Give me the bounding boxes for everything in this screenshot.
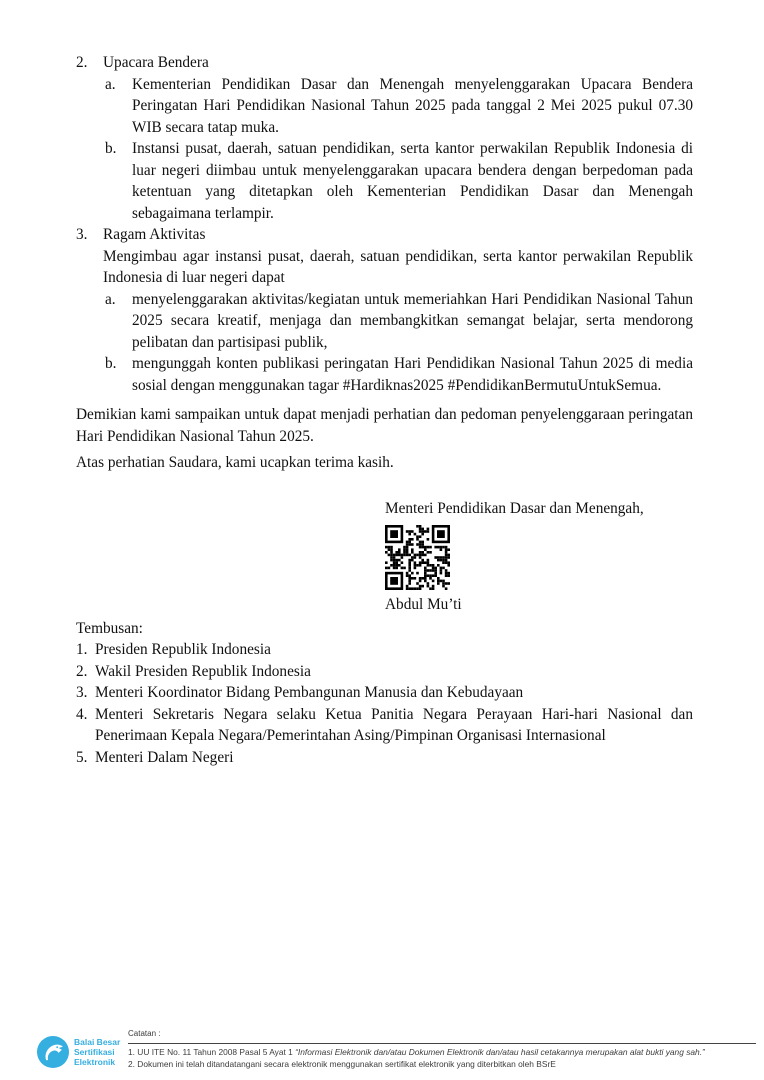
- footer-note-1: [128, 1046, 758, 1058]
- closing-paragraph: Demikian kami sampaikan untuk dapat menjadi perhatian dan pedoman penyelenggaraan peringatan Hari Pendidikan Nasional Tahun 2025.: [76, 406, 693, 445]
- signer-name: Abdul Mu’ti: [385, 596, 462, 613]
- list-number: 2.: [76, 54, 88, 71]
- logo-line: Sertifikasi: [74, 1047, 115, 1057]
- sub-item-3a: [105, 289, 693, 354]
- sub-item-letter: b.: [105, 355, 117, 372]
- tembusan-text: Wakil Presiden Republik Indonesia: [95, 662, 311, 680]
- bsre-logo-text: [74, 1037, 120, 1067]
- tembusan-number: 1.: [76, 641, 88, 658]
- signature-block: [385, 498, 693, 616]
- note-text: 1. UU ITE No. 11 Tahun 2008 Pasal 5 Ayat 1: [128, 1047, 296, 1057]
- tembusan-item: [76, 704, 693, 747]
- tembusan-number: 4.: [76, 705, 88, 723]
- sub-item-letter: b.: [105, 140, 117, 157]
- list-item-3: [76, 224, 693, 396]
- tembusan-item: [76, 747, 693, 769]
- sub-item-2a: [105, 74, 693, 139]
- sub-item-letter: a.: [105, 75, 116, 93]
- sub-item-text: menyelenggarakan aktivitas/kegiatan untuk memeriahkan Hari Pendidikan Nasional Tahun 2025 secara kreatif, menjaga dan membangkitkan semangat belajar, serta mendorong pelibatan dan partisipasi publik,: [132, 290, 693, 351]
- catatan-label: Catatan :: [128, 1029, 161, 1038]
- tembusan-text: Menteri Koordinator Bidang Pembangunan Manusia dan Kebudayaan: [95, 684, 524, 701]
- list-item-2: [76, 52, 693, 224]
- note-quote: “Informasi Elektronik dan/atau Dokumen Elektronik dan/atau hasil cetakannya merupakan alat bukti yang sah.”: [295, 1047, 705, 1057]
- list-item-title: Upacara Bendera: [103, 54, 209, 71]
- qr-code-icon: [385, 525, 450, 590]
- tembusan-text: Menteri Dalam Negeri: [95, 748, 234, 766]
- sub-item-3b: [105, 353, 693, 396]
- logo-line: Balai Besar: [74, 1037, 121, 1047]
- sub-item-2b: [105, 138, 693, 224]
- tembusan-item: [76, 661, 693, 683]
- letter-body: [76, 52, 693, 768]
- bsre-logo-icon: [37, 1036, 69, 1068]
- signer-title: Menteri Pendidikan Dasar dan Menengah,: [385, 499, 644, 517]
- thanks-paragraph: Atas perhatian Saudara, kami ucapkan terima kasih.: [76, 454, 394, 471]
- sub-item-text: Instansi pusat, daerah, satuan pendidikan, serta kantor perwakilan Republik Indonesia di luar negeri diimbau untuk menyelenggarakan upacara bendera dengan berpedoman pada ketentuan yang ditetapkan oleh Kementerian Pendidikan Dasar dan Menengah sebagaimana terlampir.: [132, 140, 693, 222]
- footer-note-2: 2. Dokumen ini telah ditandatangani secara elektronik menggunakan sertifikat elektronik yang diterbitkan oleh BSrE: [128, 1059, 556, 1069]
- sub-item-letter: a.: [105, 290, 116, 308]
- list-item-title: Ragam Aktivitas: [103, 226, 206, 243]
- sub-item-text: Kementerian Pendidikan Dasar dan Menengah menyelenggarakan Upacara Bendera Peringatan Hari Pendidikan Nasional Tahun 2025 pada tanggal 2 Mei 2025 pukul 07.30 WIB secara tatap muka.: [132, 75, 693, 136]
- tembusan-number: 2.: [76, 662, 88, 680]
- list-item-intro: Mengimbau agar instansi pusat, daerah, satuan pendidikan, serta kantor perwakilan Republik Indonesia di luar negeri dapat: [103, 247, 693, 286]
- tembusan-label: Tembusan:: [76, 619, 143, 637]
- footer-divider: [128, 1043, 756, 1044]
- tembusan-text: Menteri Sekretaris Negara selaku Ketua Panitia Negara Perayaan Hari-hari Nasional dan Penerimaan Kepala Negara/Pemerintahan Asing/Pimpinan Organisasi Internasional: [95, 705, 693, 744]
- footer-notes: [128, 1046, 758, 1070]
- tembusan-number: 3.: [76, 684, 88, 701]
- tembusan-item: [76, 639, 693, 661]
- tembusan-section: [76, 618, 693, 769]
- sub-item-text: mengunggah konten publikasi peringatan Hari Pendidikan Nasional Tahun 2025 di media sosial dengan menggunakan tagar #Hardiknas2025 #PendidikanBermutuUntukSemua.: [132, 355, 693, 394]
- page-footer: [0, 1024, 764, 1080]
- tembusan-number: 5.: [76, 748, 88, 766]
- logo-line: Elektronik: [74, 1057, 116, 1067]
- tembusan-item: [76, 682, 693, 704]
- bsre-logo: [37, 1036, 120, 1068]
- list-number: 3.: [76, 226, 88, 243]
- tembusan-text: Presiden Republik Indonesia: [95, 641, 271, 658]
